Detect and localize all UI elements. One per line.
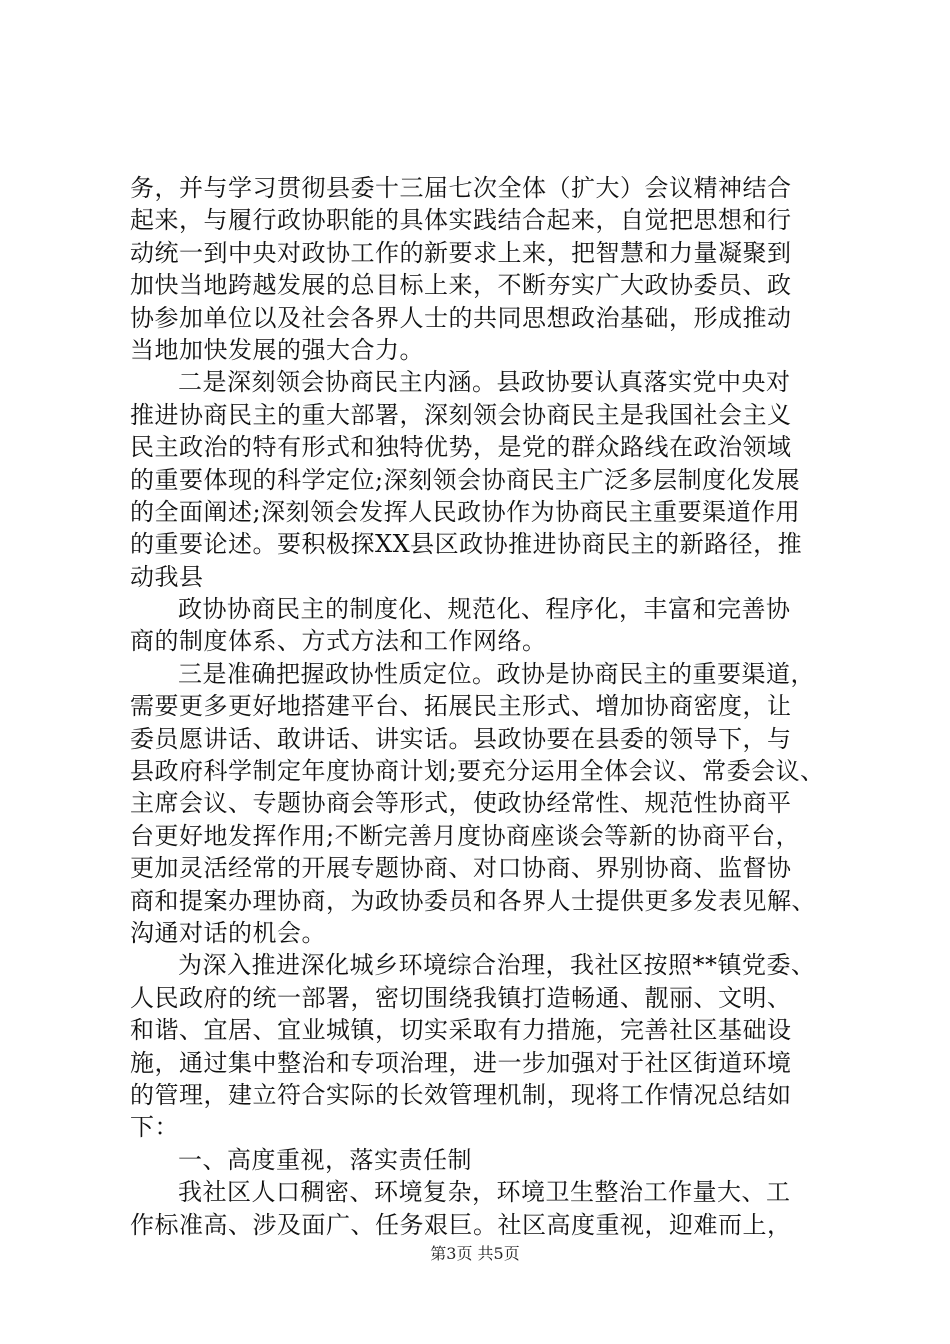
paragraph-start-line: 我社区人口稠密、环境复杂，环境卫生整治工作量大、工 <box>178 1178 791 1207</box>
text-line: 施，通过集中整治和专项治理，进一步加强对于社区街道环境 <box>130 1048 792 1077</box>
document-body <box>130 172 830 1241</box>
text-line: 推进协商民主的重大部署，深刻领会协商民主是我国社会主义 <box>130 400 792 429</box>
paragraph-start-line: 为深入推进深化城乡环境综合治理，我社区按照**镇党委、 <box>178 951 816 980</box>
text-line: 需要更多更好地搭建平台、拓展民主形式、增加协商密度，让 <box>130 692 792 721</box>
text-line: 的全面阐述;深刻领会发挥人民政协作为协商民主重要渠道作用 <box>130 497 801 526</box>
text-line: 人民政府的统一部署，密切围绕我镇打造畅通、靓丽、文明、 <box>130 983 792 1012</box>
text-line: 的重要论述。要积极探XX县区政协推进协商民主的新路径，推 <box>130 530 803 559</box>
text-line: 作标准高、涉及面广、任务艰巨。社区高度重视，迎难而上， <box>130 1210 792 1239</box>
paragraph-start-line: 二是深刻领会协商民主内涵。县政协要认真落实党中央对 <box>178 368 791 397</box>
text-line: 务，并与学习贯彻县委十三届七次全体（扩大）会议精神结合 <box>130 174 792 202</box>
text-line: 台更好地发挥作用;不断完善月度协商座谈会等新的协商平台， <box>130 821 801 850</box>
text-line: 起来，与履行政协职能的具体实践结合起来，自觉把思想和行 <box>130 206 792 235</box>
text-line: 县政府科学制定年度协商计划;要充分运用全体会议、常委会议、 <box>130 757 825 786</box>
text-line: 委员愿讲话、敢讲话、讲实话。县政协要在县委的领导下，与 <box>130 724 792 753</box>
text-line: 的重要体现的科学定位;深刻领会协商民主广泛多层制度化发展 <box>130 465 801 494</box>
paragraph-start-line: 三是准确把握政协性质定位。政协是协商民主的重要渠道， <box>178 659 815 688</box>
text-line: 协参加单位以及社会各界人士的共同思想政治基础，形成推动 <box>130 303 792 332</box>
text-line: 的管理，建立符合实际的长效管理机制，现将工作情况总结如 <box>130 1080 792 1109</box>
page-number-footer: 第3页 共5页 <box>430 1244 520 1263</box>
text-line: 动我县 <box>130 562 204 591</box>
text-line: 动统一到中央对政协工作的新要求上来，把智慧和力量凝聚到 <box>130 238 792 267</box>
section-heading: 一、高度重视，落实责任制 <box>178 1145 472 1174</box>
text-line: 商和提案办理协商，为政协委员和各界人士提供更多发表见解、 <box>130 886 816 915</box>
text-line: 沟通对话的机会。 <box>130 918 326 947</box>
text-line: 商的制度体系、方式方法和工作网络。 <box>130 627 547 656</box>
paragraph-start-line: 政协协商民主的制度化、规范化、程序化，丰富和完善协 <box>178 595 791 624</box>
text-line: 下： <box>130 1113 179 1142</box>
text-line: 加快当地跨越发展的总目标上来，不断夯实广大政协委员、政 <box>130 271 792 300</box>
text-line: 和谐、宜居、宜业城镇，切实采取有力措施，完善社区基础设 <box>130 1016 792 1045</box>
text-line: 更加灵活经常的开展专题协商、对口协商、界别协商、监督协 <box>130 854 792 883</box>
text-line: 主席会议、专题协商会等形式，使政协经常性、规范性协商平 <box>130 789 792 818</box>
text-line: 民主政治的特有形式和独特优势，是党的群众路线在政治领域 <box>130 433 792 462</box>
text-line: 当地加快发展的强大合力。 <box>130 335 424 364</box>
